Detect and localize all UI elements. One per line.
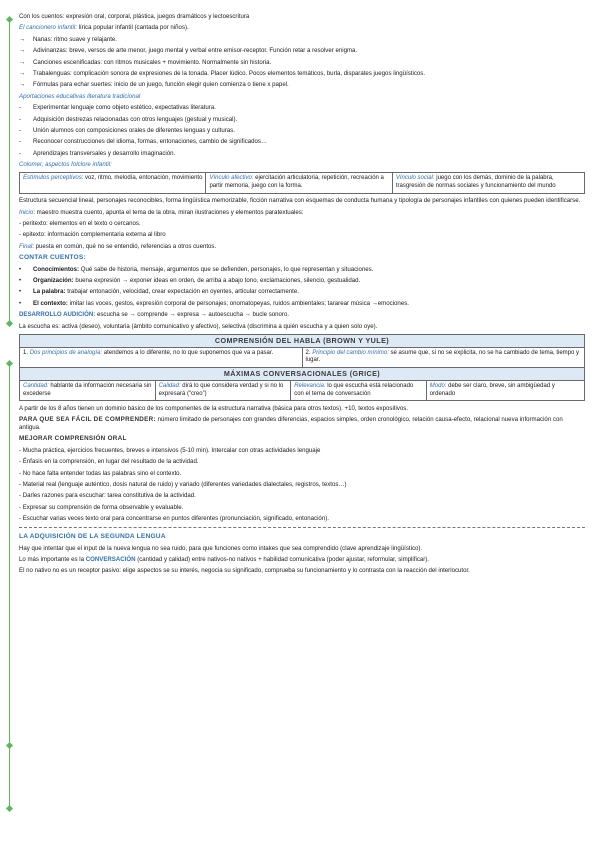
arrow-icon: → — [19, 35, 26, 43]
rail-marker-3 — [6, 360, 13, 367]
arrow-icon: → — [19, 69, 26, 77]
bullet-dot: • — [19, 299, 22, 307]
dash-bullet: - — [19, 126, 22, 134]
maximas-table — [19, 367, 585, 401]
list-item: - Darles razones para escuchar: tarea constitutiva de la actividad. — [19, 492, 196, 500]
list-item: - Unión alumnos con composiciones orales de diferentes lenguas y culturas. — [19, 126, 235, 134]
contar-heading: CONTAR CUENTOS: — [19, 254, 86, 262]
list-item: → Fórmulas para echar suertes: inicio de un juego, función elegir quien comienza o tiene x papel. — [19, 81, 289, 89]
table-row — [20, 173, 585, 193]
aportaciones-title: Aportaciones educativas literatura tradicional — [19, 92, 141, 100]
table-row — [20, 334, 585, 347]
table-cell: Vínculo social: juego con los demás, dominio de la palabra, trasgresión de normas sociales y funcionamiento del mundo — [392, 173, 584, 193]
rail-marker-5 — [6, 805, 13, 812]
table-cell: 1. Dos principios de analogía: atendemos a lo diferente, no lo que suponemos que va a pasar. — [20, 347, 303, 367]
estructura-paragraph: Estructura secuencial lineal, personajes reconocibles, forma lingüística memorizable, ficción narrativa con esquemas de conducta humana y tipología de personajes infantiles con quienes pueden identificarse. — [19, 197, 581, 205]
table-cell: Estímulos perceptivos: voz, ritmo, melodía, entonación, movimiento — [20, 173, 206, 193]
table-row — [20, 380, 585, 400]
arrow-icon: → — [19, 58, 26, 66]
table-cell: 2. Principio del cambio mínimo: se asume que, si no se explicita, no se ha cambiado de tema, tiempo y lugar. — [302, 347, 585, 367]
left-rail-end — [9, 748, 10, 808]
list-item: - Énfasis en la comprensión, en lugar del resultado de la actividad. — [19, 458, 199, 466]
cancionero-desc: lírica popular infantil (cantada por niños). — [76, 24, 189, 32]
apartir-line: A partir de los 8 años tienen un dominio básico de los componentes de la estructura narrativa (básica para otros textos). +10, textos expositivos. — [19, 404, 409, 412]
table-cell: Calidad: dirá lo que considera verdad y si no lo expresará (“creo”) — [155, 380, 291, 400]
audicion-line: DESARROLLO AUDICIÓN: escucha se → comprende → expresa → autoescucha → bucle sonoro. — [19, 311, 290, 319]
peritexto-line: - peritexto: elementos en el texto o cercanos. — [19, 220, 141, 228]
segunda-p1: Hay que intentar que el input de la nueva lengua no sea ruido, para que funciones como intakes que sea comprendido (clave aprendizaje lingüístico). — [19, 544, 423, 552]
segunda-p3: El no nativo no es un receptor pasivo: elige aspectos se su interés, negocia su significado, comprueba su funcionamiento y lo contrasta con la reacción del interlocutor. — [19, 567, 470, 575]
colomer-table — [19, 172, 585, 193]
list-item: → Nanas: ritmo suave y relajante. — [19, 35, 117, 43]
list-item: - Escuchar varias veces texto oral para concentrarse en puntos diferentes (pronunciación, significado, entonación). — [19, 515, 329, 523]
segunda-p2: Lo más importante es la CONVERSACIÓN (cantidad y calidad) entre nativos-no nativos + habilidad comunicativa (poder ajustar, reformular, simplificar). — [19, 555, 430, 563]
list-item: - Reconocer construcciones del idioma, formas, entonaciones, cambio de significados… — [19, 138, 268, 146]
dash-bullet: - — [19, 149, 22, 157]
list-item: - Aprendizajes transversales y desarrollo imaginación. — [19, 149, 176, 157]
list-item: - Expresar su comprensión de forma observable y evaluable. — [19, 503, 184, 511]
dash-bullet: - — [19, 115, 22, 123]
mejorar-list — [19, 447, 585, 523]
list-item: - Experimentar lenguaje como objeto estético, expectativas literatura. — [19, 104, 216, 112]
bullet-dot: • — [19, 265, 22, 273]
segunda-heading: LA ADQUISICIÓN DE LA SEGUNDA LENGUA — [19, 533, 166, 541]
list-item: → Canciones escenificadas: con ritmos musicales + movimiento. Normalmente sin historia. — [19, 58, 272, 66]
rail-marker-2 — [6, 320, 13, 327]
table-cell: Cantidad: hablante da información necesaria sin excederse — [20, 380, 156, 400]
table-row — [20, 347, 585, 367]
rail-marker-4 — [6, 742, 13, 749]
final-line: Final: puesta en común, qué no se entendió, referencias a otros cuentos. — [19, 242, 217, 250]
list-item: - Material real (lenguaje auténtico, dosis natural de ruido) y variado (diferentes variedades dialectales, registros, textos…) — [19, 481, 347, 489]
document-page — [19, 13, 585, 579]
dash-bullet: - — [19, 104, 22, 112]
section-divider — [19, 527, 585, 528]
left-rail-top — [9, 20, 10, 322]
dash-bullet: - — [19, 138, 22, 146]
intro-line: Con los cuentos: expresión oral, corporal, plástica, juegos dramáticos y lectoescritura — [19, 13, 250, 20]
comprension-table — [19, 334, 585, 368]
table-row — [20, 368, 585, 381]
inicio-line: Inicio: maestro muestra cuento, apunta el tema de la obra, miran ilustraciones y elementos paratextuales: — [19, 208, 304, 216]
mejorar-heading: MEJORAR COMPRENSIÓN ORAL — [19, 435, 127, 443]
bullet-dot: • — [19, 276, 22, 284]
list-item: • El contexto: imitar las voces, gestos, expresión corporal de personajes; onomatopeyas, ruidos ambientales; tararear música →emociones. — [19, 299, 409, 307]
table-cell: Modo: debe ser claro, breve, sin ambigüedad y ordenado — [426, 380, 584, 400]
contar-list — [19, 266, 585, 308]
table-cell: Relevancia: lo que escucha está relacionado con el tema de conversación — [291, 380, 427, 400]
rail-marker-1 — [6, 16, 13, 23]
arrow-icon: → — [19, 47, 26, 55]
arrow-icon: → — [19, 81, 26, 89]
list-item: • La palabra: trabajar entonación, velocidad, crear expectación en oyentes, articular correctamente. — [19, 288, 299, 296]
list-item: • Conocimientos: Qué sabe de historia, mensaje, argumentos que se defienden, personajes, lo que representan y situaciones. — [19, 265, 374, 273]
list-item: - Mucha práctica, ejercicios frecuentes, breves e intensivos (5-10 min). Intercalar con otras actividades lenguaje — [19, 446, 321, 454]
cancionero-list — [19, 36, 585, 90]
list-item: - No hace falta entender todas las palabras sino el contexto. — [19, 469, 182, 477]
bullet-dot: • — [19, 288, 22, 296]
list-item: → Adivinanzas: breve, versos de arte menor, juego mental y verbal entre emisor-receptor. Función retar a resolver enigma. — [19, 47, 358, 55]
facil-paragraph: PARA QUE SEA FÁCIL DE COMPRENDER: número limitado de personajes con grandes diferencias, espacios simples, orden cronológico, relación causa-efecto, relacional nueva información con antigua. — [19, 416, 563, 432]
list-item: - Adquisición destrezas relacionadas con otros lenguajes (gestual y musical). — [19, 115, 238, 123]
list-item: → Trabalenguas: complicación sonora de expresiones de la tonada. Placer lúdico. Pocos elementos temáticos, burla, disparates juegos lingüísticos. — [19, 69, 426, 77]
cancionero-heading — [19, 24, 585, 32]
list-item: • Organización: buena expresión → exponer ideas en orden, de arriba a abajo tono, exclamaciones, silencio, gestualidad. — [19, 276, 361, 284]
cancionero-title: El cancionero infantil: — [19, 24, 77, 32]
comprension-title: COMPRENSIÓN DEL HABLA (BROWN Y YULE) — [20, 334, 585, 347]
epitexto-line: - epitexto: información complementaria externa al libro — [19, 231, 166, 239]
maximas-title: MÁXIMAS CONVERSACIONALES (GRICE) — [20, 368, 585, 381]
escucha-line: La escucha es: activa (deseo), voluntaria (ámbito comunicativo y afectivo), selectiva (discrimina a quién escucha y a quien solo oye). — [19, 322, 378, 330]
table-cell: Vínculo afectivo: ejercitación articulatoria, repetición, recreación a partir memoria, juego con la forma. — [206, 173, 392, 193]
left-rail-bottom — [9, 362, 10, 742]
colomer-title: Colomer, aspectos folclore infantil: — [19, 161, 112, 169]
aportaciones-list — [19, 104, 585, 158]
